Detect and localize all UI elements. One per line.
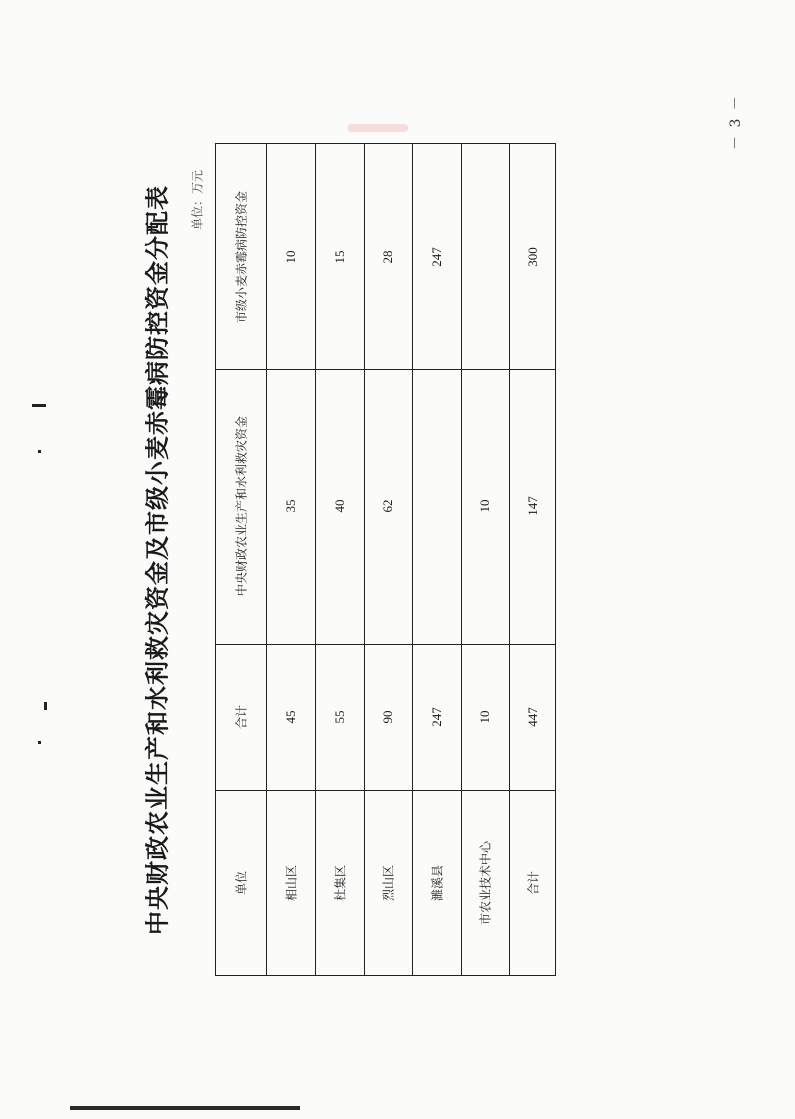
page-number: － 3 －	[728, 94, 744, 150]
table-cell: 62	[380, 499, 395, 513]
document-title: 中央财政农业生产和水利救灾资金及市级小麦赤霉病防控资金分配表	[142, 185, 172, 935]
scan-speck	[38, 450, 41, 453]
header-fund-municipal: 市级小麦赤霉病防控资金	[234, 190, 249, 324]
table-cell: 10	[477, 710, 492, 724]
table-cell: 15	[332, 250, 347, 264]
table-cell: 247	[429, 707, 444, 727]
scan-speck	[44, 702, 47, 710]
red-stamp-mark	[348, 124, 408, 132]
table-row-label: 相山区	[284, 864, 299, 902]
scan-speck	[32, 404, 46, 407]
table-cell: 35	[283, 499, 298, 513]
table-cell: 147	[525, 496, 540, 516]
unit-note: 单位：万元	[190, 169, 205, 231]
scan-speck	[38, 741, 41, 744]
table-row-label: 杜集区	[333, 864, 348, 902]
scan-edge-line	[70, 1106, 300, 1110]
header-unit: 单位	[234, 870, 249, 896]
table-cell: 10	[477, 499, 492, 513]
table-cell: 10	[283, 250, 298, 264]
table-cell: 447	[525, 707, 540, 727]
table-cell: 40	[332, 499, 347, 513]
table-row-label: 烈山区	[381, 864, 396, 902]
header-total: 合计	[234, 704, 249, 730]
table-cell: 247	[429, 247, 444, 267]
table-cell: 45	[283, 710, 298, 724]
header-fund-central: 中央财政农业生产和水利救灾资金	[234, 415, 249, 597]
table-row-label: 合计	[526, 870, 541, 896]
table-cell: 90	[380, 710, 395, 724]
table-cell: 300	[525, 247, 540, 267]
table-row-label: 濉溪县	[430, 864, 445, 902]
table-cell: 55	[332, 710, 347, 724]
table-row-label: 市农业技术中心	[478, 840, 493, 926]
allocation-table	[215, 143, 556, 976]
table-cell: 28	[380, 250, 395, 264]
